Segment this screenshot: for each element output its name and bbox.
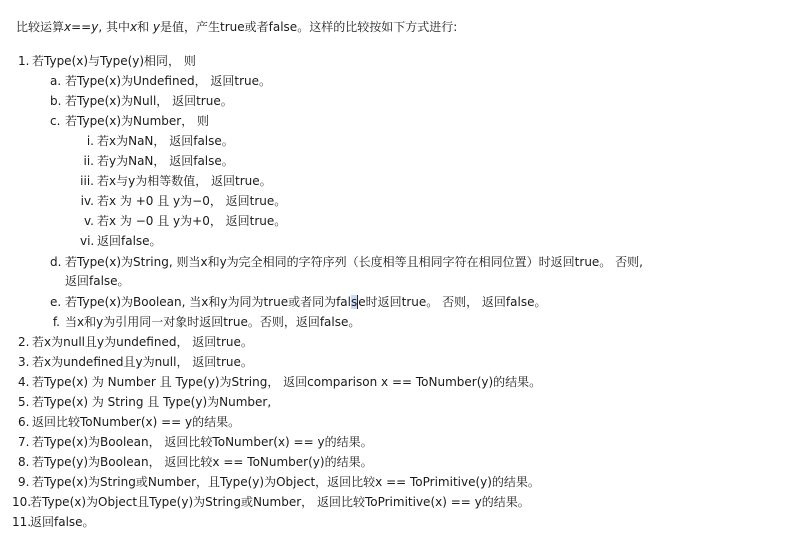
list-number: b.: [50, 94, 62, 108]
list-number: 10.: [12, 495, 32, 509]
list-text: 当x和y为引用同一对象时返回true。否则，返回false。: [65, 315, 361, 329]
list-item-1: [18, 53, 196, 69]
intro-text: 和: [137, 20, 153, 34]
list-item-1c-iv: [80, 193, 286, 209]
list-number: 5.: [18, 395, 30, 409]
list-item-1c-ii: [80, 153, 234, 169]
list-text: 若Type(x) 为 Number 且 Type(y)为String， 返回comparison x == ToNumber(y)的结果。: [32, 375, 542, 389]
intro-variable-x: x: [129, 20, 138, 34]
list-item-9: [18, 474, 540, 490]
list-number: f.: [52, 315, 60, 329]
list-number: a.: [50, 74, 62, 88]
list-text: e时返回true。 否则， 返回false。: [358, 295, 547, 309]
list-text: 若Type(x) 为 String 且 Type(y)为Number,: [32, 395, 272, 409]
list-number: 7.: [18, 435, 30, 449]
list-number: 1.: [18, 54, 30, 68]
intro-text: 是值，产生true或者false。这样的比较按如下方式进行:: [160, 20, 458, 34]
list-item-1d: [50, 254, 643, 270]
list-number: 9.: [18, 475, 30, 489]
list-item-1b: [50, 93, 233, 109]
list-text: 返回false。: [30, 515, 95, 529]
list-item-1c: [50, 113, 209, 129]
list-item-10: [12, 494, 530, 510]
list-number: v.: [84, 214, 94, 228]
list-text: 若Type(x)为Boolean, 当x和y为同为true或者同为fal: [65, 295, 351, 309]
list-text: 若Type(x)为Null， 返回true。: [65, 94, 233, 108]
list-text: 若Type(y)为Boolean， 返回比较x == ToNumber(y)的结果。: [32, 455, 373, 469]
list-number: 2.: [18, 335, 30, 349]
list-number: iii.: [80, 174, 94, 188]
list-number: e.: [50, 295, 62, 309]
intro-variable-y: y: [152, 20, 161, 34]
list-text: 若Type(x)为Object且Type(y)为String或Number， 返回比较ToPrimitive(x) == y的结果。: [30, 495, 530, 509]
list-text: 若Type(x)为Undefined， 返回true。: [65, 74, 272, 88]
text-selection-highlight[interactable]: s: [351, 295, 358, 309]
list-number: c.: [50, 114, 61, 128]
list-item-1c-iii: [80, 173, 272, 189]
list-number: iv.: [80, 194, 94, 208]
list-number: 11.: [12, 515, 32, 529]
list-text: 若Type(x)为String, 则当x和y为完全相同的字符序列（长度相等且相同字符在相同位置）时返回true。 否则,: [65, 255, 643, 269]
list-item-1a: [50, 73, 271, 89]
list-item-3: [18, 354, 253, 370]
intro-text: , 其中: [98, 20, 130, 34]
list-text: 若Type(x)为String或Number，且Type(y)为Object，返回比较x == ToPrimitive(y)的结果。: [32, 475, 540, 489]
list-number: d.: [50, 255, 62, 269]
list-text: 若Type(x)为Boolean， 返回比较ToNumber(x) == y的结果。: [32, 435, 373, 449]
list-text: 返回false。: [97, 234, 162, 248]
list-item-11: [12, 514, 95, 530]
list-number: 8.: [18, 455, 30, 469]
list-item-1c-vi: [80, 233, 162, 249]
list-item-6: [18, 414, 240, 430]
list-number: 3.: [18, 355, 30, 369]
list-text: 若x为undefined且y为null， 返回true。: [32, 355, 253, 369]
list-number: 4.: [18, 375, 30, 389]
list-item-1c-v: [80, 213, 286, 229]
list-text: 若x 为 −0 且 y为+0， 返回true。: [97, 214, 287, 228]
intro-paragraph: [16, 19, 457, 35]
list-number: 6.: [18, 415, 30, 429]
list-text: 若x 为 +0 且 y为−0， 返回true。: [97, 194, 287, 208]
list-number: vi.: [80, 234, 95, 248]
list-item-4: [18, 374, 541, 390]
list-item-1c-i: [80, 133, 234, 149]
list-text: 若Type(x)为Number， 则: [65, 114, 210, 128]
list-item-1e: [50, 294, 546, 310]
list-item-1d-continued: [65, 273, 130, 289]
list-text: 返回false。: [65, 274, 130, 288]
list-text: 若y为NaN， 返回false。: [97, 154, 234, 168]
list-text: 返回比较ToNumber(x) == y的结果。: [32, 415, 241, 429]
list-text: 若x为NaN， 返回false。: [97, 134, 234, 148]
list-text: 若Type(x)与Type(y)相同， 则: [32, 54, 196, 68]
list-number: i.: [86, 134, 94, 148]
list-item-1f: [50, 314, 360, 330]
list-text: 若x为null且y为undefined， 返回true。: [32, 335, 253, 349]
list-item-2: [18, 334, 253, 350]
list-item-5: [18, 394, 271, 410]
list-number: ii.: [83, 154, 94, 168]
list-item-8: [18, 454, 373, 470]
intro-text: 比较运算: [16, 20, 65, 34]
intro-expression: x==y: [64, 20, 99, 34]
list-text: 若x与y为相等数值， 返回true。: [97, 174, 272, 188]
list-item-7: [18, 434, 373, 450]
